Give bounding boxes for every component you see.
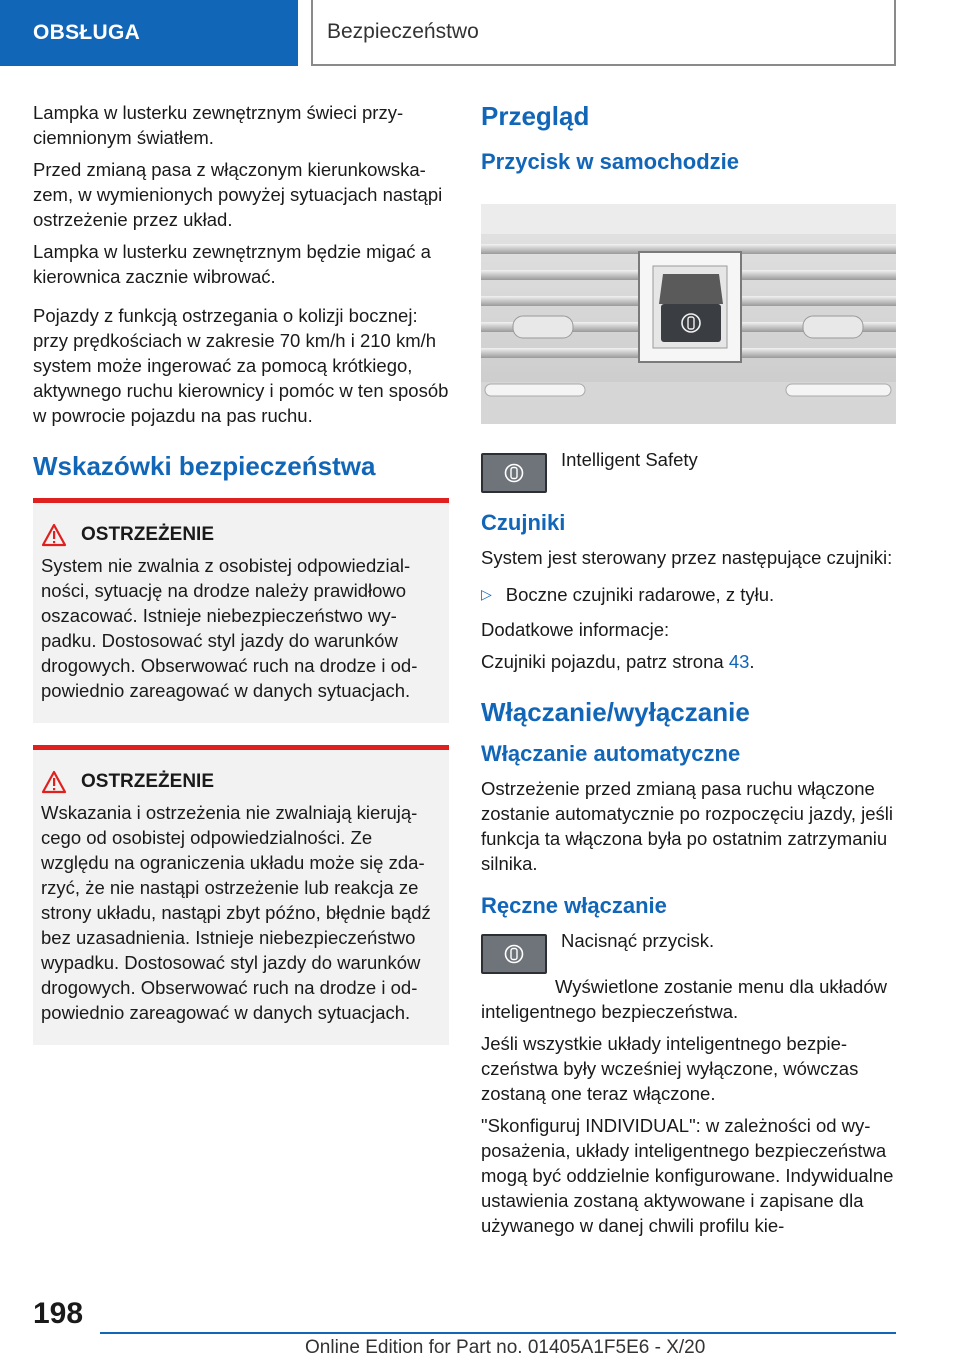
heading-overview: Przegląd	[481, 101, 590, 131]
dashboard-button-photo	[481, 204, 896, 424]
cross-reference-text: Czujniki pojazdu, patrz strona	[481, 651, 729, 672]
button-label: Intelligent Safety	[561, 449, 698, 470]
heading-sensors: Czujniki	[481, 510, 566, 535]
paragraph: Wyświetlone zostanie menu dla układów inteligentnego bezpieczeństwa.	[481, 976, 887, 1022]
paragraph: Pojazdy z funkcją ostrzegania o kolizji bocznej: przy prędkościach w zakresie 70 km/h i 210 km/h system może ingerować za pomocą krótkiego, aktywnego ruchu kierownicy i pomóc w ten sposób w powrocie pojazdu na pas ruchu.	[33, 305, 449, 426]
list-item	[481, 582, 896, 607]
button-legend-row	[481, 447, 896, 493]
cross-reference-end: .	[749, 651, 755, 672]
warning-text: System nie zwalnia z osobistej odpowiedzialności, sytuację na drodze należy prawidłowo oszacować. Istnieje niebezpieczeństwo wypadku. Dostosować styl jazdy do warunków drogowych. Obserwować ruch na drodze i odpowiednio zareagować w danych sytuacjach.	[41, 555, 418, 701]
warning-title: OSTRZEŻENIE	[81, 771, 215, 792]
heading-button-in-car: Przycisk w samochodzie	[481, 149, 739, 174]
page-link[interactable]: 43	[728, 651, 750, 672]
car-circle-icon	[503, 462, 525, 484]
warning-title: OSTRZEŻENIE	[81, 524, 215, 545]
footer-edition: Online Edition for Part no. 01405A1F5E6 - X/20	[305, 1337, 706, 1358]
heading-safety-notes: Wskazówki bezpieczeństwa	[33, 451, 376, 481]
paragraph: System jest sterowany przez następujące czujniki:	[481, 547, 893, 568]
car-circle-icon	[503, 943, 525, 965]
intelligent-safety-button-icon	[481, 453, 547, 493]
manual-step-text	[561, 928, 714, 960]
footer-divider	[100, 1332, 896, 1334]
paragraph: Dodatkowe informacje:	[481, 619, 670, 640]
right-column	[481, 100, 896, 1245]
warning-triangle-icon	[41, 770, 67, 794]
section-title: Bezpieczeństwo	[311, 0, 896, 66]
warning-box	[33, 745, 449, 1045]
chapter-tab: OBSŁUGA	[0, 0, 298, 66]
paragraph: "Skonfiguruj INDIVIDUAL": w zależności od wyposażenia, układy inteligentnego bezpieczeństwa mogą być oddzielnie konfigurowane. Indywidualne ustawienia zostaną aktywowane i zapisane dla używanego w danej chwili profilu kie-	[481, 1115, 894, 1236]
paragraph: Nacisnąć przycisk.	[561, 930, 715, 951]
warning-box	[33, 498, 449, 723]
manual-step-row	[481, 928, 896, 974]
cross-reference	[481, 649, 896, 674]
list-item-text: Boczne czujniki radarowe, z tyłu.	[505, 584, 775, 605]
paragraph: Lampka w lusterku zewnętrznym będzie migać a kierownica zacznie wibrować.	[33, 241, 431, 287]
heading-on-off: Włączanie/wyłączanie	[481, 697, 750, 727]
heading-manual-on: Ręczne włączanie	[481, 893, 667, 918]
paragraph: Przed zmianą pasa z włączonym kierunkowskazem, w wymienionych powyżej sytuacjach nastąpi ostrzeżenie przez układ.	[33, 159, 443, 230]
intelligent-safety-button-icon	[481, 934, 547, 974]
heading-auto-on: Włączanie automatyczne	[481, 741, 741, 766]
paragraph: Jeśli wszystkie układy inteligentnego bezpieczeństwa były wcześniej wyłączone, wówczas zostaną one teraz włączone.	[481, 1033, 859, 1104]
paragraph: Lampka w lusterku zewnętrznym świeci przyciemnionym światłem.	[33, 102, 404, 148]
warning-text: Wskazania i ostrzeżenia nie zwalniają kierującego od osobistej odpowiedzialności. Ze względu na ograniczenia układu może się zdarzyć, że nie nastąpi ostrzeżenie lub reakcja ze strony układu, nastąpi zbyt późno, błędnie bądź bez uzasadnienia. Istnieje niebezpieczeństwo wypadku. Dostosować styl jazdy do warunków drogowych. Obserwować ruch na drodze i odpowiednio zareagować w danych sytuacjach.	[41, 802, 431, 1023]
warning-header	[41, 523, 441, 547]
paragraph: Ostrzeżenie przed zmianą pasa ruchu włączone zostanie automatycznie po rozpoczęciu jazdy, jeśli funkcja ta włączona była po ostatnim zatrzymaniu silnika.	[481, 778, 894, 874]
triangle-bullet-icon: ▷	[481, 586, 492, 602]
warning-header	[41, 770, 441, 794]
page-number: 198	[33, 1297, 84, 1330]
warning-triangle-icon	[41, 523, 67, 547]
left-column	[33, 100, 449, 1045]
